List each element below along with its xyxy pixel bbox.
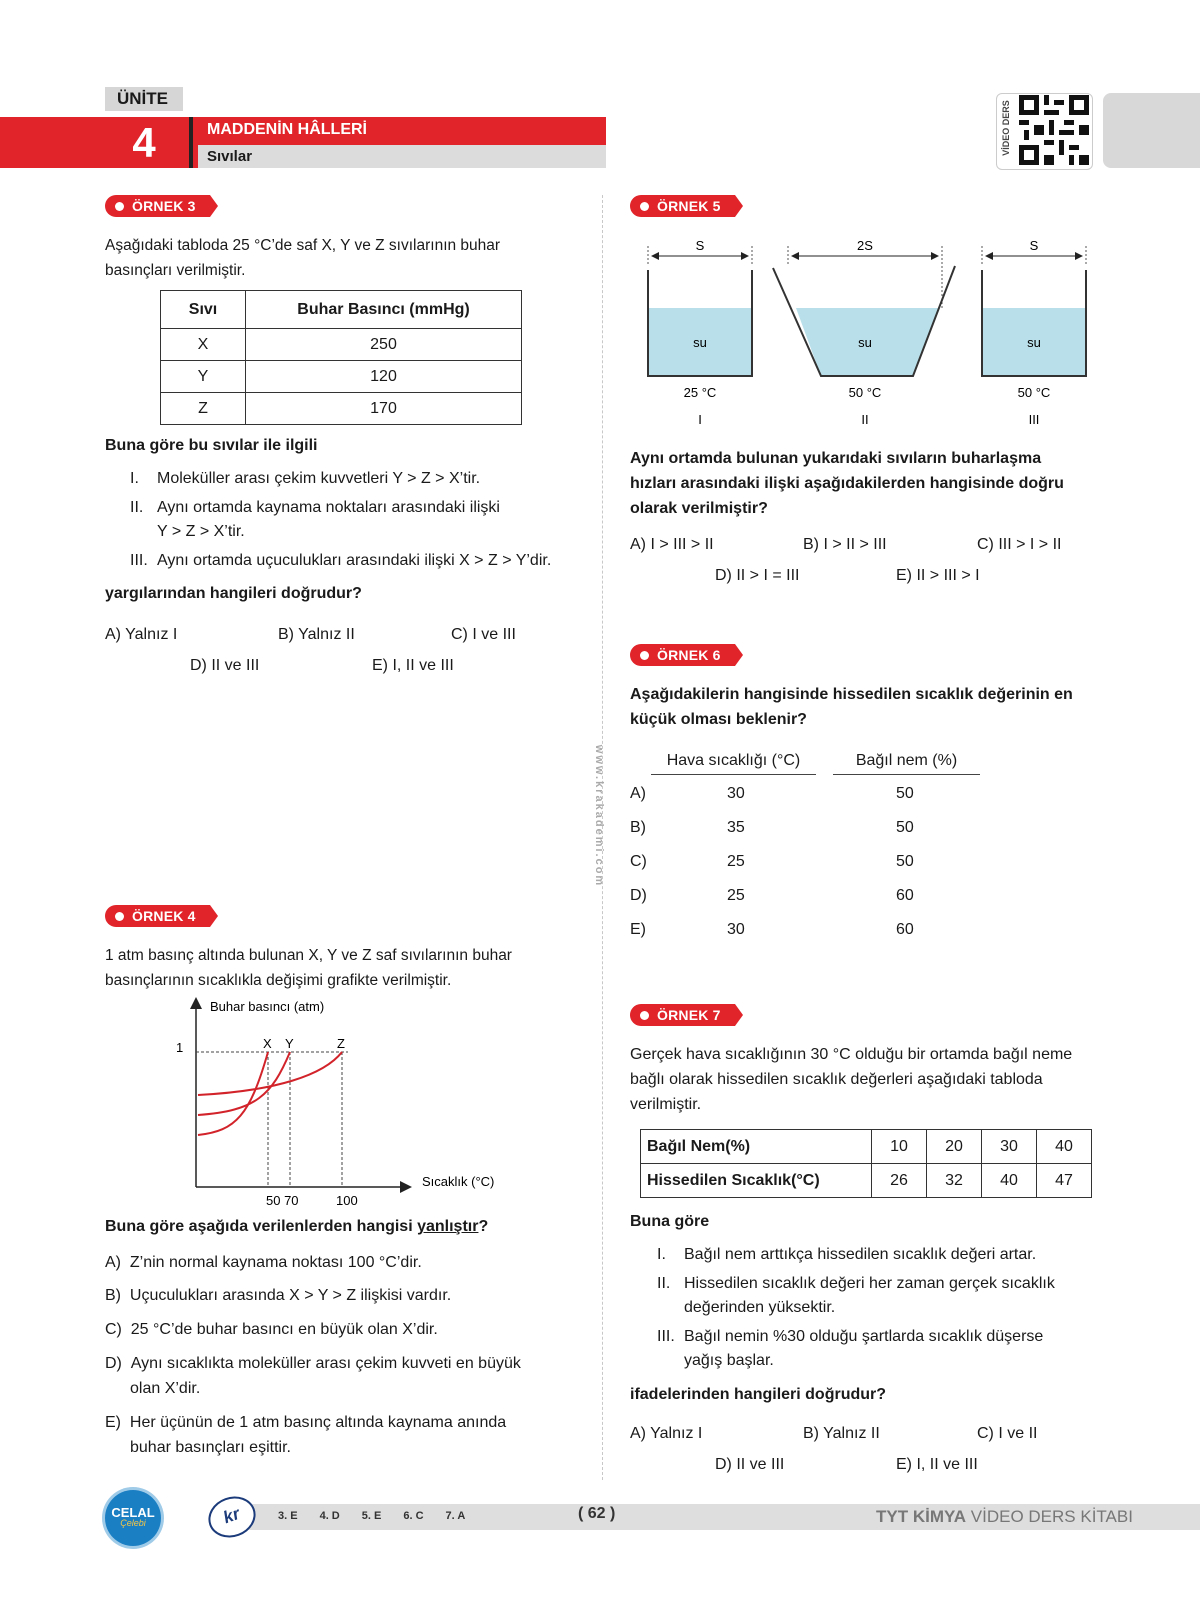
container-width-label: 2S (857, 238, 873, 253)
watermark: www.krakademi.com (593, 744, 606, 888)
answer-option-b[interactable]: B) Uçuculukları arasında X > Y > Z ilişkisi vardır. (105, 1287, 452, 1304)
temperature-label: 50 °C (848, 385, 882, 400)
example-4-tag: ÖRNEK 4 (105, 905, 210, 927)
answer-option-c[interactable]: C) III > I > II (977, 536, 1062, 553)
x-tick-label: 100 (336, 1193, 358, 1208)
option-letter: D) (630, 887, 647, 904)
option-row-e[interactable] (630, 921, 990, 945)
statement-text: Bağıl nemin %30 olduğu şartlarda sıcaklık düşerse (684, 1328, 1044, 1345)
row-label: Bağıl Nem(%) (641, 1130, 872, 1164)
x-tick-label: 50 70 (266, 1193, 299, 1208)
container-number: I (698, 412, 702, 427)
option-letter: E) (630, 921, 646, 938)
example-7-ask: ifadelerinden hangileri doğrudur? (630, 1386, 887, 1403)
temperature-value: 25 (727, 853, 745, 870)
row-label: Hissedilen Sıcaklık(°C) (641, 1164, 872, 1198)
y-axis-label: Buhar basıncı (atm) (210, 999, 325, 1014)
answer-option-d[interactable]: D) II > I = III (715, 567, 800, 584)
answer-option-a[interactable]: A) Yalnız I (630, 1425, 703, 1442)
temperature-value: 30 (727, 785, 745, 802)
header-subtitle: Sıvılar (207, 148, 253, 165)
unit-label: ÜNİTE (117, 89, 168, 108)
example-7-question: Buna göre (630, 1213, 710, 1230)
option-row-d[interactable] (630, 887, 990, 911)
example-6-question: Aşağıdakilerin hangisinde hissedilen sıcaklık değerinin en küçük olması beklenir? (630, 686, 1073, 728)
table-cell: 120 (246, 361, 522, 393)
humidity-value: 60 (896, 921, 914, 938)
statement-text: Hissedilen sıcaklık değeri her zaman gerçek sıcaklık (684, 1275, 1055, 1292)
example-4-intro: 1 atm basınç altında bulunan X, Y ve Z saf sıvılarının buhar basınçlarının sıcaklıkla değişimi grafikte verilmiştir. (105, 947, 512, 989)
liquid-label: su (693, 335, 707, 350)
table-header: Buhar Basıncı (mmHg) (246, 291, 522, 329)
answer-option-d[interactable]: D) II ve III (190, 657, 260, 674)
statement-text: Aynı ortamda kaynama noktaları arasındaki ilişki (157, 499, 500, 516)
container-number: III (1028, 412, 1040, 427)
statement-text: yağış başlar. (684, 1352, 774, 1369)
temperature-label: 25 °C (683, 385, 717, 400)
answer-option-e[interactable]: E) I, II ve III (372, 657, 454, 674)
header-subtitle-band (198, 145, 606, 168)
table-cell: 10 (872, 1130, 927, 1164)
unit-number-box: 4 (105, 117, 183, 168)
statement-text: Moleküller arası çekim kuvvetleri Y > Z > X’tir. (157, 470, 481, 487)
liquid-label: su (858, 335, 872, 350)
series-label-x: X (263, 1036, 272, 1051)
video-ders-label: VİDEO DERS (1000, 100, 1011, 156)
series-label-y: Y (285, 1036, 294, 1051)
answer-option-d[interactable]: D) II ve III (715, 1456, 785, 1473)
table-cell: 40 (1037, 1130, 1092, 1164)
container-width-label: S (1029, 238, 1039, 253)
example-3-question: Buna göre bu sıvılar ile ilgili (105, 437, 318, 454)
table-cell: Y (161, 361, 246, 393)
answer-option-d[interactable]: D) Aynı sıcaklıkta moleküller arası çekim kuvveti en büyük (105, 1355, 521, 1372)
statement-text: Aynı ortamda uçuculukları arasındaki ilişki X > Z > Y’dir. (157, 552, 552, 569)
vapor-pressure-table (160, 290, 522, 425)
table-header: Sıvı (161, 291, 246, 329)
table-cell: 250 (246, 329, 522, 361)
example-7-intro: Gerçek hava sıcaklığının 30 °C olduğu bir ortamda bağıl neme bağlı olarak hissedilen sıcaklık değerleri aşağıdaki tabloda verilmiştir. (630, 1046, 1073, 1113)
option-row-a[interactable] (630, 785, 990, 809)
answer-option-e-cont: buhar basınçları eşittir. (130, 1439, 291, 1456)
example-7-tag: ÖRNEK 7 (630, 1004, 735, 1026)
column-header: Hava sıcaklığı (°C) (651, 752, 816, 775)
statement-text: Bağıl nem arttıkça hissedilen sıcaklık değeri artar. (684, 1246, 1037, 1263)
table-cell: 32 (927, 1164, 982, 1198)
liquid-label: su (1027, 335, 1041, 350)
kr-logo: kr (203, 1490, 262, 1544)
page-number: ( 62 ) (578, 1505, 616, 1522)
answer-option-b[interactable]: B) Yalnız II (803, 1425, 880, 1442)
answer-option-a[interactable]: A) I > III > II (630, 536, 714, 553)
example-3-ask: yargılarından hangileri doğrudur? (105, 585, 362, 602)
answer-option-d-cont: olan X’dir. (130, 1380, 201, 1397)
humidity-table (640, 1129, 1092, 1198)
option-letter: A) (630, 785, 646, 802)
containers-diagram (630, 228, 1090, 433)
answer-option-b[interactable]: B) I > II > III (803, 536, 887, 553)
option-row-c[interactable] (630, 853, 990, 877)
table-cell: 30 (982, 1130, 1037, 1164)
answer-key: 3. E 4. D 5. E 6. C 7. A (278, 1510, 466, 1522)
statement-text: Y > Z > X’tir. (157, 523, 245, 540)
qr-code-icon[interactable] (1019, 95, 1089, 165)
container-3 (982, 246, 1086, 376)
answer-option-c[interactable]: C) I ve III (451, 626, 516, 643)
temperature-label: 50 °C (1017, 385, 1051, 400)
humidity-value: 50 (896, 785, 914, 802)
answer-option-a[interactable]: A) Yalnız I (105, 626, 178, 643)
table-cell: 40 (982, 1164, 1037, 1198)
temperature-value: 35 (727, 819, 745, 836)
table-cell: 26 (872, 1164, 927, 1198)
answer-option-c[interactable]: C) I ve II (977, 1425, 1038, 1442)
option-letter: C) (630, 853, 647, 870)
table-cell: X (161, 329, 246, 361)
container-number: II (861, 412, 869, 427)
statement-num: III. (657, 1328, 675, 1345)
temperature-value: 30 (727, 921, 745, 938)
x-axis-label: Sıcaklık (°C) (422, 1174, 495, 1189)
table-cell: Z (161, 393, 246, 425)
example-5-question: Aynı ortamda bulunan yukarıdaki sıvıların buharlaşma hızları arasındaki ilişki aşağıdakilerden hangisinde doğru olarak verilmiştir? (630, 450, 1064, 517)
answer-option-c[interactable]: C) 25 °C’de buhar basıncı en büyük olan X’dir. (105, 1321, 438, 1338)
statement-num: II. (657, 1275, 671, 1292)
humidity-value: 50 (896, 853, 914, 870)
column-header: Bağıl nem (%) (833, 752, 980, 775)
temperature-value: 25 (727, 887, 745, 904)
humidity-value: 60 (896, 887, 914, 904)
example-3-intro: Aşağıdaki tabloda 25 °C’de saf X, Y ve Z sıvılarının buhar basınçları verilmiştir. (105, 237, 501, 279)
answer-option-b[interactable]: B) Yalnız II (278, 626, 355, 643)
header-divider (189, 117, 193, 168)
table-cell: 47 (1037, 1164, 1092, 1198)
table-cell: 20 (927, 1130, 982, 1164)
header-title: MADDENİN HÂLLERİ (207, 121, 367, 138)
vapor-pressure-chart (170, 995, 520, 1210)
table-cell: 170 (246, 393, 522, 425)
option-letter: B) (630, 819, 646, 836)
statement-text: değerinden yüksektir. (684, 1299, 836, 1316)
curve-y (198, 1052, 290, 1115)
statement-num: I. (130, 470, 139, 487)
book-title: TYT KİMYA VİDEO DERS KİTABI (876, 1507, 1133, 1526)
answer-option-e[interactable]: E) I, II ve III (896, 1456, 978, 1473)
answer-option-a[interactable]: A) Z’nin normal kaynama noktası 100 °C’dir. (105, 1254, 422, 1271)
container-1 (648, 246, 752, 376)
statement-num: III. (130, 552, 148, 569)
answer-option-e[interactable]: E) II > III > I (896, 567, 980, 584)
example-4-ask: Buna göre aşağıda verilenlerden hangisi yanlıştır? (105, 1218, 489, 1235)
celal-logo: CELAL Çelebi (105, 1490, 161, 1546)
y-tick-label: 1 (176, 1040, 184, 1055)
container-2 (773, 246, 955, 376)
right-edge-tab (1103, 93, 1200, 168)
container-width-label: S (695, 238, 705, 253)
statement-num: II. (130, 499, 144, 516)
example-3-tag: ÖRNEK 3 (105, 195, 210, 217)
humidity-value: 50 (896, 819, 914, 836)
example-5-tag: ÖRNEK 5 (630, 195, 735, 217)
example-6-tag: ÖRNEK 6 (630, 644, 735, 666)
answer-option-e[interactable]: E) Her üçünün de 1 atm basınç altında kaynama anında (105, 1414, 507, 1431)
statement-num: I. (657, 1246, 666, 1263)
option-row-b[interactable] (630, 819, 990, 843)
series-label-z: Z (337, 1036, 345, 1051)
